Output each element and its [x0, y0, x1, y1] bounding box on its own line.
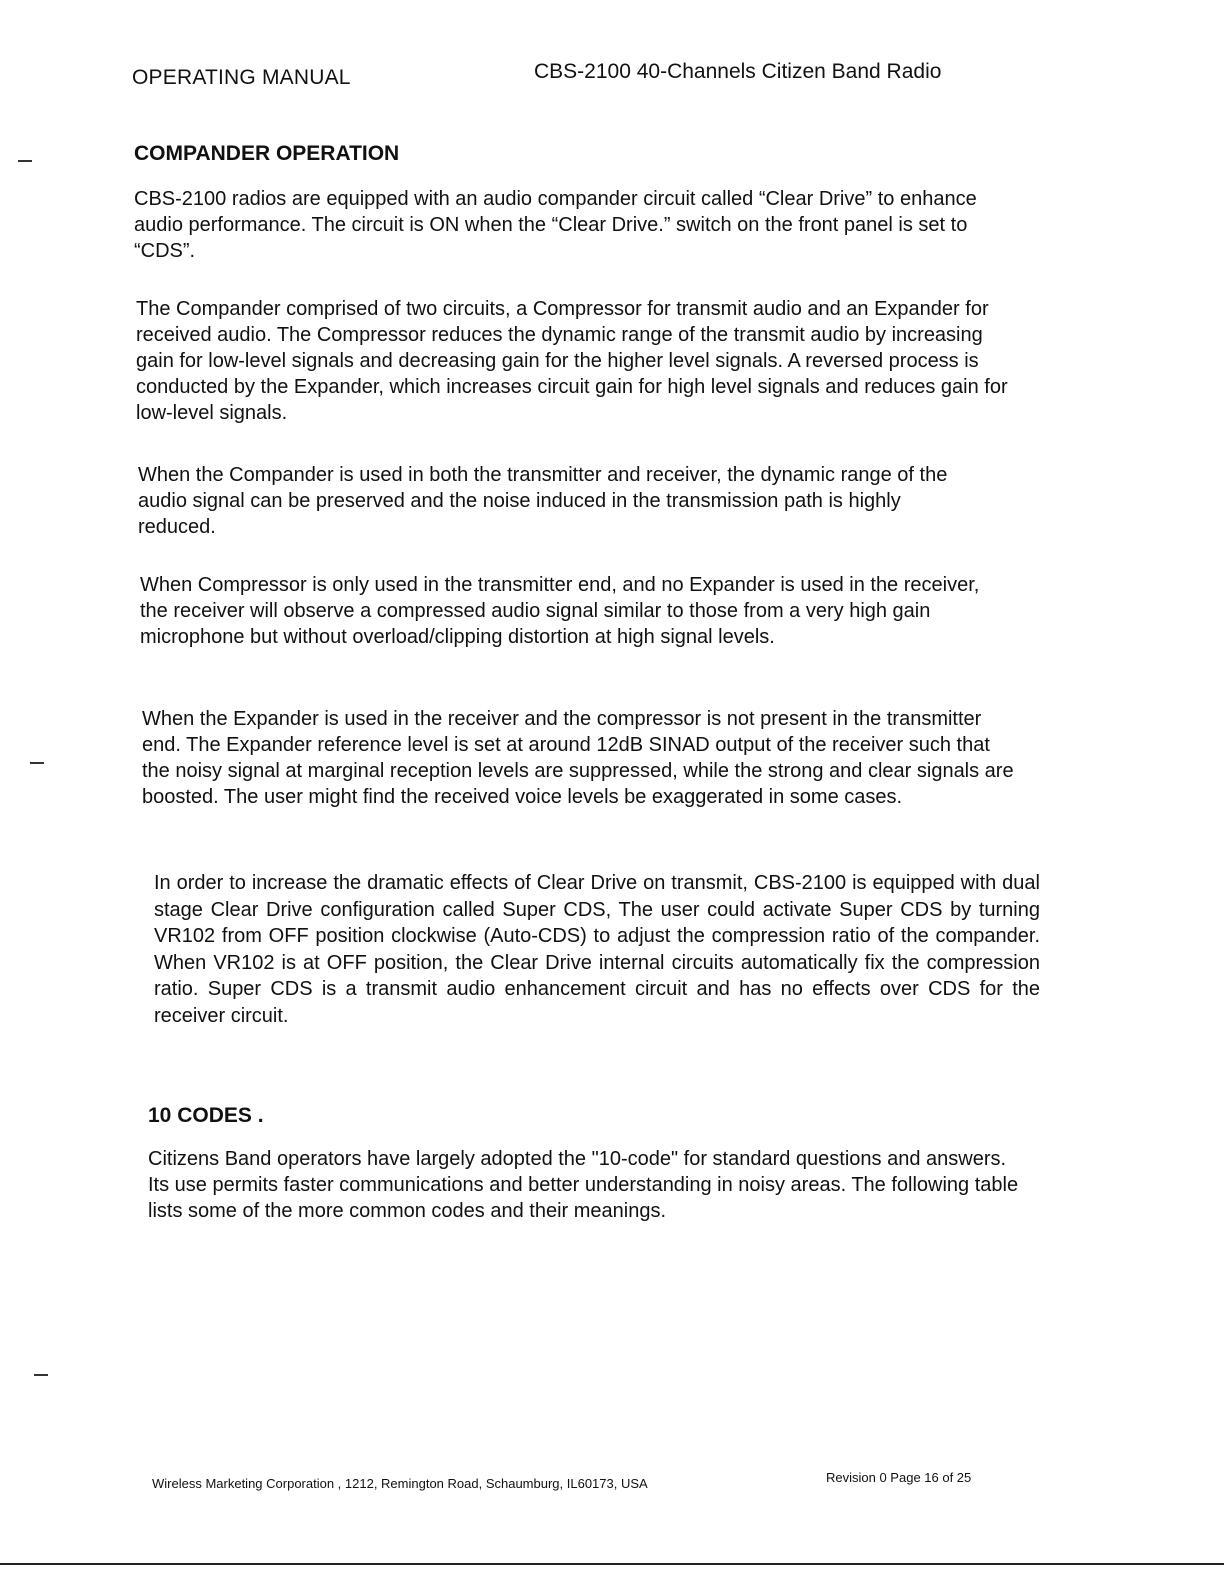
header-manual-title: OPERATING MANUAL [132, 66, 351, 89]
footer-revision-page: Revision 0 Page 16 of 25 [826, 1470, 972, 1485]
compander-paragraph-1: CBS-2100 radios are equipped with an audio compander circuit called “Clear Drive” to enhance audio performance. The circuit is ON when the “Clear Drive.” switch on the front panel is set to “CDS”. [134, 188, 977, 262]
compander-paragraph-4: When Compressor is only used in the transmitter end, and no Expander is used in the receiver, the receiver will observe a compressed audio signal similar to those from a very high gain microphone but without overload/clipping distortion at high signal levels. [140, 574, 980, 648]
compander-paragraph-3: When the Compander is used in both the transmitter and receiver, the dynamic range of the audio signal can be preserved and the noise induced in the transmission path is highly reduced. [138, 464, 948, 538]
header-product-title: CBS-2100 40-Channels Citizen Band Radio [534, 60, 942, 83]
ten-codes-heading: 10 CODES . [148, 1104, 264, 1127]
super-cds-paragraph: In order to increase the dramatic effects of Clear Drive on transmit, CBS-2100 is equipped with dual stage Clear Drive configuration called Super CDS, The user could activate Super CDS by turning VR102 from OFF position clockwise (Auto-CDS) to adjust the compression ratio of the compander. When VR102 is at OFF position, the Clear Drive internal circuits automatically fix the compression ratio. Super CDS is a transmit audio enhancement circuit and has no effects over CDS for the receiver circuit. [154, 872, 1040, 1027]
scan-margin-mark [30, 762, 44, 764]
footer-company-address: Wireless Marketing Corporation , 1212, Remington Road, Schaumburg, IL60173, USA [152, 1476, 648, 1491]
ten-codes-paragraph: Citizens Band operators have largely adopted the "10-code" for standard questions and answers. Its use permits faster communications and better understanding in noisy areas. The following table lists some of the more common codes and their meanings. [148, 1148, 1019, 1222]
bottom-rule [0, 1563, 1224, 1565]
compander-paragraph-5: When the Expander is used in the receiver and the compressor is not present in the transmitter end. The Expander reference level is set at around 12dB SINAD output of the receiver such that the noisy signal at marginal reception levels are suppressed, while the strong and clear signals are boosted. The user might find the received voice levels be exaggerated in some cases. [142, 708, 1014, 808]
scan-margin-mark [18, 160, 32, 162]
compander-heading: COMPANDER OPERATION [134, 142, 400, 165]
compander-paragraph-2: The Compander comprised of two circuits, a Compressor for transmit audio and an Expander for received audio. The Compressor reduces the dynamic range of the transmit audio by increasing gain for low-level signals and decreasing gain for the higher level signals. A reversed process is conducted by the Expander, which increases circuit gain for high level signals and reduces gain for low-level signals. [136, 298, 1008, 424]
scan-margin-mark [34, 1374, 48, 1376]
